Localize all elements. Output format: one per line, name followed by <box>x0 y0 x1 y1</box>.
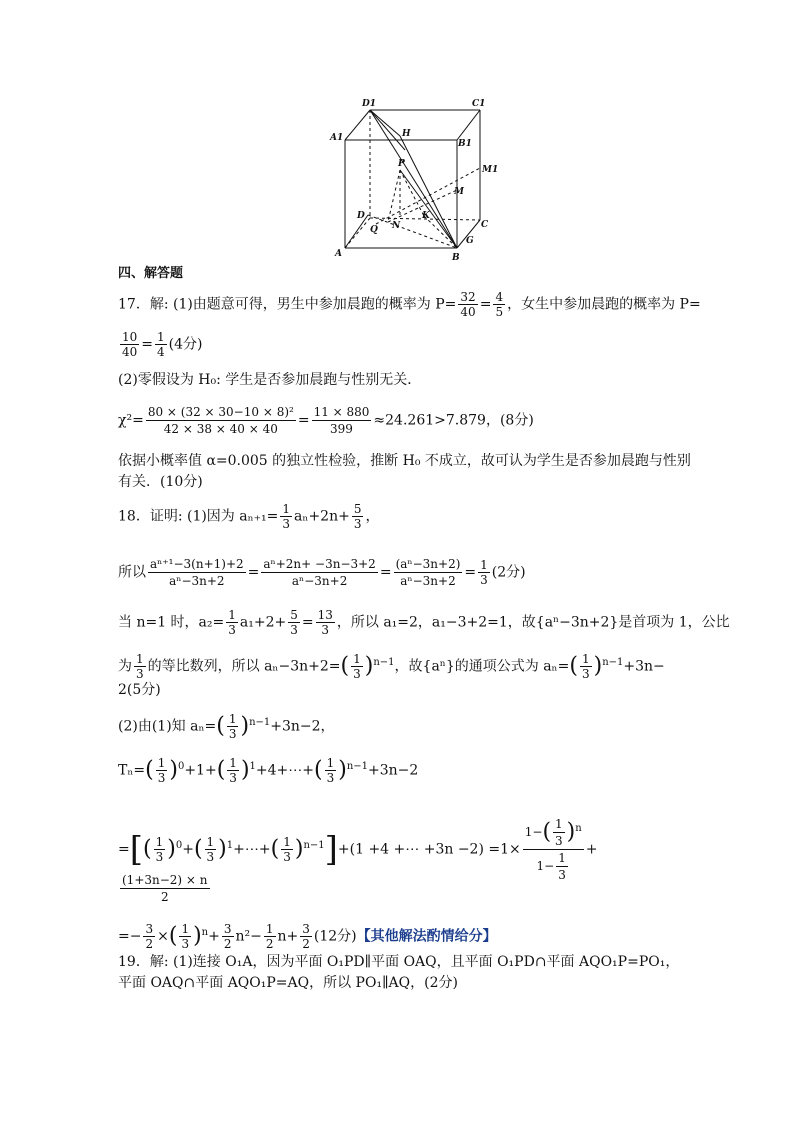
frac-one-third <box>227 712 239 741</box>
q18-line-6: (2)由(1)知 aₙ=( $\frac{1}{3}$ )$^{n-1}$+3n−2， <box>118 712 335 741</box>
q18-text-c: ， <box>365 508 380 525</box>
frac-num: 3 <box>145 922 154 936</box>
exp-0: 0 <box>175 839 183 851</box>
q17-line-1 <box>118 290 701 319</box>
equals: = <box>247 564 260 581</box>
q18-l7-d: +3n−2 <box>368 762 419 779</box>
frac-den: 3 <box>558 868 566 882</box>
label-d1: D1 <box>362 99 377 109</box>
q18-l4-b: 的等比数列，所以 aₙ−3n+2= <box>147 658 341 675</box>
frac-den: aⁿ−3n+2 <box>291 574 348 588</box>
frac-den: 3 <box>229 771 237 785</box>
label-g: G <box>466 236 474 246</box>
frac-thirteen-third <box>316 608 335 637</box>
frac-den: 3 <box>480 573 488 587</box>
frac-num: (aⁿ−3n+2) <box>395 557 461 571</box>
frac-one-half <box>264 922 276 951</box>
frac-num: 1 <box>157 756 166 770</box>
n-squared-minus: n²− <box>235 928 262 945</box>
frac-den: 3 <box>157 771 166 785</box>
exp-n-minus-1: n−1 <box>346 760 369 772</box>
frac-num: 5 <box>290 608 298 622</box>
plus: + <box>585 841 598 858</box>
frac-one-third <box>205 835 217 864</box>
frac-num: 1 <box>157 330 165 344</box>
q17-frac-1 <box>458 290 477 319</box>
equals: = <box>379 564 392 581</box>
q18-line-4: 为 $\frac{1}{3}$ 的等比数列，所以 aₙ−3n+2=( $\frac{1}{3}$ )$^{n-1}$，故{aⁿ}的通项公式为 aₙ=( $\frac{1}{3}$ )$^{n-1}$+3n− <box>118 652 665 681</box>
q18-l4-a: 为 <box>118 658 132 675</box>
frac-den: 399 <box>330 422 353 436</box>
q17-line-6: 有关．(10分) <box>118 474 203 490</box>
frac-den <box>523 850 584 883</box>
frac-den: 2 <box>223 937 232 951</box>
frac-three-half <box>143 922 155 951</box>
frac-den: 3 <box>228 623 236 637</box>
frac-num: 5 <box>353 502 362 516</box>
frac-num: 1 <box>181 922 190 936</box>
frac-num: 1 <box>136 652 144 666</box>
equals: = <box>118 841 130 858</box>
label-q: Q <box>370 225 378 235</box>
frac-num: aⁿ+2n+ −3n−3+2 <box>263 557 376 571</box>
frac-num: 1 <box>353 652 361 666</box>
frac-one-third <box>351 652 363 681</box>
q19-line-2: 平面 OAQ∩平面 AQO₁P=AQ，所以 PO₁∥AQ，(2分) <box>118 975 458 991</box>
frac-num: 3 <box>223 922 232 936</box>
label-c1: C1 <box>472 99 486 109</box>
frac-num: 1 <box>282 502 291 516</box>
frac-den: 3 <box>290 623 298 637</box>
frac-num: 1 <box>265 922 274 936</box>
equals: = <box>479 296 492 313</box>
label-n: N <box>392 221 401 231</box>
frac-one-third <box>154 835 166 864</box>
frac-five-third <box>288 608 300 637</box>
q18-line-7: Tₙ=( $\frac{1}{3}$ )$^0$+1+( $\frac{1}{3}$ )$^1$+4+⋯+( $\frac{1}{3}$ )$^{n-1}$+3n−2 <box>118 756 419 785</box>
exp-n-minus-1: n−1 <box>249 716 271 728</box>
q17-line-2 <box>118 330 203 359</box>
frac-den: 3 <box>581 667 590 681</box>
q18-frac-b <box>261 556 377 589</box>
frac-den: 3 <box>228 727 237 741</box>
frac-den: 3 <box>326 771 335 785</box>
frac-one-third <box>280 502 292 531</box>
arith-sum-frac <box>120 872 210 905</box>
label-a: A <box>335 249 342 259</box>
grading-note: 【其他解法酌情给分】 <box>356 928 497 945</box>
exp-n-minus-1: n−1 <box>602 656 624 668</box>
frac-one-third <box>556 850 568 883</box>
frac-one-third <box>179 922 191 951</box>
q18-l3-a: 当 n=1 时，a₂= <box>118 614 225 631</box>
q17-line-3: (2)零假设为 H₀: 学生是否参加晨跑与性别无关． <box>118 372 422 388</box>
frac-den: 2 <box>160 890 169 904</box>
frac-one-third <box>134 652 146 681</box>
q18-line-2 <box>118 556 526 589</box>
q18-line-5: 2(5分) <box>118 682 161 698</box>
frac-num: 1 <box>229 756 237 770</box>
frac-den: 5 <box>495 305 504 319</box>
cube-diagram <box>320 90 500 265</box>
plus: + <box>182 841 194 858</box>
frac-num: 1 <box>326 756 335 770</box>
frac-den: aⁿ−3n+2 <box>169 574 225 588</box>
q18-frac-c <box>394 556 463 589</box>
q18-line-3 <box>118 608 730 637</box>
frac-den: 2 <box>145 937 154 951</box>
q18-so: 所以 <box>118 564 146 581</box>
exp-n: n <box>575 823 582 834</box>
geo-sum-frac <box>523 816 584 883</box>
frac-num: 1 <box>480 558 488 572</box>
cube-figure <box>320 90 500 265</box>
frac-den: 40 <box>122 345 138 359</box>
frac-num: 1 <box>206 835 215 849</box>
frac-den: 3 <box>181 937 190 951</box>
exp-n-minus-1: n−1 <box>303 839 325 851</box>
frac-one-third <box>227 756 239 785</box>
frac-one-third <box>156 756 168 785</box>
frac-den: 2 <box>265 937 274 951</box>
frac-den: 3 <box>321 623 330 637</box>
frac-den: 3 <box>353 667 361 681</box>
frac-num: 1 <box>228 712 237 726</box>
exp-1: 1 <box>249 760 256 772</box>
frac-num: 80 × (32 × 30−10 × 8)² <box>147 405 294 419</box>
frac-num: 13 <box>317 608 333 622</box>
exp-n-minus-1: n−1 <box>373 656 395 668</box>
frac-num: 1 <box>228 608 236 622</box>
q18-l7-b: +1+ <box>184 762 217 779</box>
frac-den: aⁿ−3n+2 <box>400 574 456 588</box>
plus: + <box>208 928 220 945</box>
q18-score-1: (2分) <box>491 564 526 581</box>
q17-frac-4 <box>155 330 167 359</box>
chi-lhs: χ²= <box>118 412 144 429</box>
label-m1: M1 <box>482 165 499 175</box>
q19-line-1: 19．解: (1)连接 O₁A，因为平面 O₁PD∥平面 OAQ，且平面 O₁PD∩平面 AQO₁P=PO₁， <box>118 954 680 970</box>
frac-den: 3 <box>206 850 215 864</box>
q18-l3-d: ，所以 a₁=2，a₁−3+2=1，故{aⁿ−3n+2}是首项为 1，公比 <box>336 614 730 631</box>
frac-num: 1 <box>581 652 590 666</box>
chi-frac-2 <box>312 404 372 437</box>
q17-score: (4分) <box>168 336 203 353</box>
frac-den: 2 <box>302 937 310 951</box>
q18-line-8: =[( $\frac{1}{3}$ )$^0$+( $\frac{1}{3}$ )$^1$+⋯+( $\frac{1}{3}$ )$^{n-1}$]+(1 +4 +⋯ +3n −2) =1× 1−( $\frac{1}{3}$ )$^n$ 1− $\frac{1}{3}$ + <box>118 817 598 882</box>
q17-text-b: ，女生中参加晨跑的概率为 P= <box>507 296 701 313</box>
q17-chi-line <box>118 404 534 437</box>
frac-den: 3 <box>282 517 291 531</box>
frac-one-third <box>478 558 490 587</box>
equals-minus: =− <box>118 928 142 945</box>
n-plus: n+ <box>277 928 299 945</box>
frac-num: 32 <box>460 290 476 304</box>
q18-line-9 <box>118 872 212 905</box>
label-p: P <box>398 159 405 169</box>
frac-three-half <box>300 922 312 951</box>
frac-num: 4 <box>495 290 504 304</box>
q18-l7-c: +4+⋯+ <box>255 762 315 779</box>
frac-den: 3 <box>155 850 164 864</box>
q18-l7-a: Tₙ= <box>118 762 146 779</box>
q18-line-10: =− $\frac{3}{2}$ ×( $\frac{1}{3}$ )$^n$+ $\frac{3}{2}$ n²− $\frac{1}{2}$ n+ $\frac{3}{2}$ (12分)【其他解法酌情给分】 <box>118 922 497 951</box>
frac-num: 1 <box>155 835 164 849</box>
frac-num: aⁿ⁺¹−3(n+1)+2 <box>150 557 244 571</box>
q18-text-a: 18．证明: (1)因为 aₙ₊₁= <box>118 508 279 525</box>
frac-three-half <box>222 922 234 951</box>
q18-text-b: aₙ+2n+ <box>294 508 350 525</box>
label-b: B <box>452 253 460 263</box>
q17-text-a: 17．解: (1)由题意可得，男生中参加晨跑的概率为 P= <box>118 296 457 313</box>
q18-l8-d: +(1 +4 +⋯ +3n −2) =1× <box>337 841 521 858</box>
exp-1: 1 <box>226 839 234 851</box>
label-m: M <box>454 187 464 197</box>
frac-num: 10 <box>122 330 138 344</box>
frac-one-third <box>226 608 238 637</box>
q18-l3-b: a₁+2+ <box>239 614 287 631</box>
q17-line-5: 依据小概率值 α=0.005 的独立性检验，推断 H₀ 不成立，故可认为学生是否参加晨跑与性别 <box>118 453 691 469</box>
frac-den: 3 <box>555 834 563 848</box>
dots: +⋯+ <box>233 841 271 858</box>
frac-num: 1 <box>558 851 566 865</box>
equals: = <box>297 412 310 429</box>
label-h: H <box>402 129 411 139</box>
frac-one-third <box>281 835 293 864</box>
q18-score-12: (12分) <box>313 928 357 945</box>
frac-num: 1 <box>555 817 563 831</box>
frac-den: 4 <box>157 345 165 359</box>
frac-one-third <box>580 652 592 681</box>
label-k: K <box>422 211 430 221</box>
exp-n: n <box>201 926 209 938</box>
label-c: C <box>481 220 489 230</box>
q18-frac-a <box>148 556 246 589</box>
section-title: 四、解答题 <box>118 266 184 281</box>
frac-den: 42 × 38 × 40 × 40 <box>163 422 278 436</box>
frac-five-third <box>352 502 364 531</box>
frac-num: 1 <box>283 835 291 849</box>
q18-l4-e: +3n− <box>623 658 665 675</box>
label-d: D <box>357 211 365 221</box>
one-minus: 1− <box>536 859 555 873</box>
frac-den: 3 <box>353 517 362 531</box>
frac-one-third <box>325 756 337 785</box>
q18-l4-d: ，故{aⁿ}的通项公式为 aₙ= <box>394 658 570 675</box>
chi-frac-1 <box>146 404 296 437</box>
one-minus: 1− <box>524 825 543 839</box>
exp-0: 0 <box>177 760 185 772</box>
frac-num: 3 <box>302 922 310 936</box>
frac-num: 11 × 880 <box>313 405 370 419</box>
q18-l6-b: +3n−2， <box>270 718 335 735</box>
frac-num: (1+3n−2) × n <box>122 873 208 887</box>
frac-den: 40 <box>460 305 476 319</box>
q18-line-1 <box>118 502 379 531</box>
q17-frac-3 <box>120 330 139 359</box>
label-a1: A1 <box>330 133 344 143</box>
equals: = <box>464 564 477 581</box>
equals: = <box>141 336 154 353</box>
q18-l6-a: (2)由(1)知 aₙ= <box>118 718 217 735</box>
label-b1: B1 <box>458 139 472 149</box>
frac-den: 3 <box>283 850 291 864</box>
q17-frac-2 <box>493 290 505 319</box>
frac-one-third <box>553 816 565 849</box>
times: × <box>157 928 169 945</box>
equals: = <box>301 614 314 631</box>
frac-den: 3 <box>136 667 144 681</box>
frac-num: 1−( $\frac{1}{3}$ )$^n$ <box>524 817 582 848</box>
chi-result: ≈24.261>7.879，(8分) <box>373 412 534 429</box>
